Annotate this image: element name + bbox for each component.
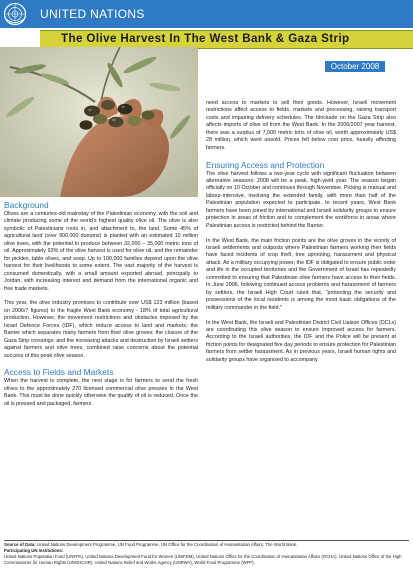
olive-harvest-photo	[0, 47, 198, 197]
agencies-line	[4, 548, 409, 566]
olive-photo-illustration	[0, 47, 198, 197]
document-title: The Olive Harvest In The West Bank & Gaza Strip	[61, 32, 350, 45]
ensuring-paragraph-3: In the West Bank, the Israeli and Palestinian District Civil Liaison Offices (DCLs) are coordinating this olive season to ensure improved access for farmers. According to the Israeli authorities, the IDF and the Police will be present at friction points for designated five day periods to ensure protection for Palestinian farmers from settler harassment. As in previous years, Israeli human rights and solidarity groups have organised to accompany	[206, 319, 396, 363]
background-paragraph-1: Olives are a centuries-old mainstay of the Palestinian economy, with the soil and climate producing some of the world's highest quality olive oil. The olive is also symbolic of Palestinians roots in, and attachment to, the land. Some 45% of agricultural land (over 900,000 dunums) is planted with an estimated 10 million olive trees, with the potential to produce between 32,000 – 35,000 metric tons of oil. Approximately 93% of the olive harvest is used for olive oil, and the remainder for pickles, table olives, and soap. Up to 100,000 families depend upon the olive harvest for their livelihoods to some extent. The vast majority of the harvest is consumed domestically, with a small amount exported abroad, principally to Jordan, with increasing interest and demand from the international organic and free trade markets.	[4, 211, 198, 292]
agencies-text: United Nations Population Fund (UNFPA), United Nations Development Fund for Women (UNIFEM), United Nations Office for the Coordination of Humanitarian Affairs (OCHA), United Nations Office of the High Commissioner for Human Rights (UNOHCHR), United Nations Relief and Works Agency (UNRWA), World Food Programme (WFP).	[4, 554, 402, 565]
ensuring-paragraph-1: The olive harvest follows a two-year cycle with significant fluctuation between alternative seasons: 2008 will be a peak, high-yield year. The season began officially on 10 October and continues through November. Picking is manual and labour-intensive, involving the extended family, with more than half of the Palestinian population expected to participate. In recent years, West Bank farmers have been joined by international and Israeli solidarity groups to ensure protection in areas of friction and to complement the workforce in areas where Palestinian access is restricted behind the Barrier.	[206, 170, 396, 229]
date-badge: October 2008	[325, 61, 385, 72]
access-heading: Access to Fields and Markets	[4, 367, 114, 378]
source-label: Source of Data:	[4, 542, 36, 547]
ensuring-heading: Ensuring Access and Protection	[206, 159, 325, 170]
footer-divider	[4, 540, 409, 541]
markets-continuation-paragraph: need access to markets to sell their goods. However, Israeli movement restrictions affect access to fields, markets and processing, raising transport costs and impairing delivery schedules. The blockade on the Gaza Strip also affects imports of olive oil from the West Bank. In the 2006/2007 year harvest, there was a surplus of 7,000 metric tons of olive oil, worth approximately US$ 28 million, which went unsold. Prices fell below cost price, heavily affecting farmers.	[206, 100, 396, 151]
un-header-bar	[0, 0, 413, 28]
agencies-label: Participating UN Institutions:	[4, 548, 64, 553]
left-column	[4, 200, 198, 416]
un-emblem-icon	[3, 2, 27, 26]
background-heading: Background	[4, 200, 49, 210]
organization-name: UNITED NATIONS	[40, 7, 145, 21]
right-column	[206, 100, 396, 372]
source-text: United Nations Development Programme, UN Food Programme, UN Office for the Coordination of Humanitarian Affairs, The World Bank.	[36, 542, 298, 547]
source-footer	[4, 540, 409, 566]
ensuring-paragraph-2: In the West Bank, the main friction points are the olive groves in the vicinity of Israeli settlements and outposts where Palestinian farmers working their fields have faced incidents of crop theft, tree uprooting, harassment and physical attack. As a military occupying power, the IDF is obligated to ensure public order and life in the occupied territories and the Government of Israel has repeatedly committed to ensuring that Palestinian olive farmers have access to their fields. In June 2006, following continued access problems and harassment of farmers by settlers, the Israeli High Court ruled that, "protecting the security and possessions of the local residents is among the most basic obligations of the military commander in the field."	[206, 237, 396, 311]
background-paragraph-2: This year, the olive industry promises to contribute over US$ 123 million (based on 2006/7 figures) to the fragile West Bank economy - 18% of total agricultural production. However, the movement restrictions and obstacles imposed by the Israel Defence Forces (IDF), which reduce access to land and markets; the Barrier which separates many farmers from their olive groves; the closure of the Gaza Strip crossings; and the increasing attacks and destruction by Israeli settlers against farmers and olive trees, combined raise concerns about the potential success of this peak olive season.	[4, 300, 198, 359]
access-paragraph-1: When the harvest is complete, the next stage is for farmers to send the fresh olives to the approximately 270 licensed commercial olive presses in the West Bank. This must be done quickly otherwise the quality of oil is reduced. Once the oil is pressed and packaged, farmers	[4, 378, 198, 407]
